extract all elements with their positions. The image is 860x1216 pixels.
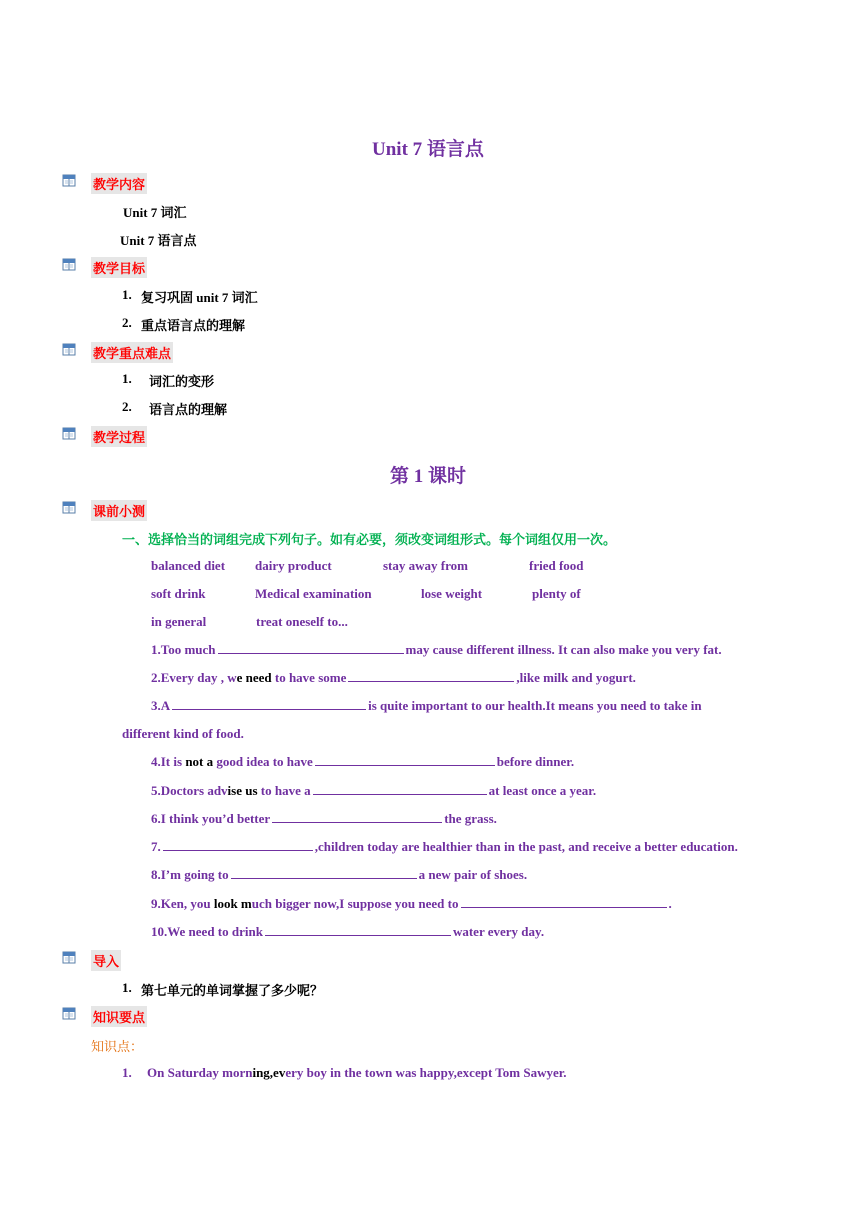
vocab-phrase: plenty of [532, 586, 581, 601]
keypoint-item-text: 词汇的变形 [149, 374, 215, 389]
sentence-text: 3.A [151, 698, 171, 713]
exercise-sentence-3-continued: different kind of food. [122, 726, 244, 741]
sentence-text: uch bigger now,I suppose you need to [251, 896, 459, 911]
vocab-phrase: balanced diet [151, 558, 226, 573]
sentence-text: 1.Too much [151, 642, 216, 657]
goal-item-text: 复习巩固 unit 7 词汇 [141, 290, 258, 305]
book-icon [62, 427, 76, 440]
exercise-sentence-9 [151, 896, 672, 912]
sentence-text: may cause different illness. It can also make you very fat. [405, 642, 722, 657]
content-item: Unit 7 词汇 [123, 205, 187, 220]
answer-blank[interactable] [218, 652, 404, 654]
knowledge-item-text [147, 1065, 567, 1081]
book-icon [62, 951, 76, 964]
sentence-text: to have some [274, 670, 347, 685]
vocab-phrase: in general [151, 614, 207, 629]
book-icon [62, 1007, 76, 1020]
knowledge-item-number: 1. [122, 1065, 132, 1080]
sentence-text: ing,ev [252, 1065, 286, 1080]
sentence-text: water every day. [452, 924, 545, 939]
section-heading-process: 教学过程 [91, 426, 147, 447]
sentence-text: 9.Ken, you [151, 896, 211, 911]
vocab-phrase: lose weight [421, 586, 483, 601]
book-icon [62, 258, 76, 271]
section-heading-intro: 导入 [91, 950, 121, 971]
sentence-text: ise us [227, 783, 258, 798]
vocab-phrase: fried food [529, 558, 584, 573]
sentence-text: good idea to have [216, 754, 313, 769]
goal-item-text: 重点语言点的理解 [141, 318, 246, 333]
vocab-phrase: stay away from [383, 558, 468, 573]
keypoint-item-number: 2. [122, 399, 132, 414]
section-heading-keypoints: 教学重点难点 [91, 342, 173, 363]
answer-blank[interactable] [461, 906, 667, 908]
exercise-sentence-5 [151, 783, 596, 799]
sentence-text: a new pair of shoes. [418, 867, 528, 882]
section-heading-pretest: 课前小测 [91, 500, 147, 521]
sentence-text: look m [213, 896, 252, 911]
vocab-phrase: dairy product [255, 558, 332, 573]
answer-blank[interactable] [313, 793, 487, 795]
sentence-text: On Saturday morn [147, 1065, 253, 1080]
section-heading-knowledge: 知识要点 [91, 1006, 147, 1027]
vocab-phrase: treat oneself to... [256, 614, 348, 629]
sentence-text: ery boy in the town was happy,except Tom Sawyer. [285, 1065, 567, 1080]
sentence-text: ,like milk and yogurt. [516, 670, 636, 685]
lesson-title: 第 1 课时 [390, 466, 467, 487]
exercise-sentence-4 [151, 754, 574, 770]
sentence-text: is quite important to our health.It means you need to take in [368, 698, 702, 713]
page-title: Unit 7 语言点 [372, 139, 484, 160]
exercise-sentence-2 [151, 670, 636, 686]
keypoint-item-text: 语言点的理解 [149, 402, 228, 417]
goal-item-number: 2. [122, 315, 132, 330]
sentence-text: at least once a year. [488, 783, 597, 798]
section-heading-content: 教学内容 [91, 173, 147, 194]
sentence-text: before dinner. [496, 754, 575, 769]
sentence-text: 8.I’m going to [151, 867, 229, 882]
sentence-text: 10.We need to drink [151, 924, 263, 939]
answer-blank[interactable] [231, 877, 417, 879]
pretest-instruction: 一、选择恰当的词组完成下列句子。如有必要，须改变词组形式。每个词组仅用一次。 [122, 532, 617, 547]
exercise-sentence-7 [151, 839, 738, 855]
exercise-sentence-8 [151, 867, 527, 883]
exercise-sentence-1 [151, 642, 722, 658]
sentence-text: 4.It is [151, 754, 183, 769]
intro-item-number: 1. [122, 980, 132, 995]
sentence-text: not a [185, 754, 214, 769]
section-heading-goals: 教学目标 [91, 257, 147, 278]
vocab-phrase: Medical examination [255, 586, 372, 601]
sentence-text: 2.Every day , w [151, 670, 237, 685]
answer-blank[interactable] [172, 708, 366, 710]
vocab-phrase: soft drink [151, 586, 206, 601]
sentence-text: 6.I think you’d better [151, 811, 271, 826]
book-icon [62, 501, 76, 514]
sentence-text: e need [236, 670, 272, 685]
sentence-text: to have a [260, 783, 311, 798]
goal-item-number: 1. [122, 287, 132, 302]
exercise-sentence-10 [151, 924, 544, 940]
sentence-text: the grass. [444, 811, 497, 826]
sentence-text: 5.Doctors adv [151, 783, 228, 798]
keypoint-item-number: 1. [122, 371, 132, 386]
content-item: Unit 7 语言点 [120, 233, 197, 248]
answer-blank[interactable] [265, 934, 451, 936]
exercise-sentence-3 [151, 698, 702, 714]
book-icon [62, 174, 76, 187]
answer-blank[interactable] [272, 821, 442, 823]
sentence-text: ,children today are healthier than in the past, and receive a better education. [314, 839, 738, 854]
knowledge-label: 知识点： [91, 1039, 144, 1054]
answer-blank[interactable] [163, 849, 313, 851]
intro-item-text: 第七单元的单词掌握了多少呢？ [141, 983, 324, 998]
answer-blank[interactable] [348, 680, 514, 682]
sentence-text: 7. [151, 839, 161, 854]
sentence-text: . [668, 896, 672, 911]
book-icon [62, 343, 76, 356]
exercise-sentence-6 [151, 811, 497, 827]
answer-blank[interactable] [315, 764, 495, 766]
